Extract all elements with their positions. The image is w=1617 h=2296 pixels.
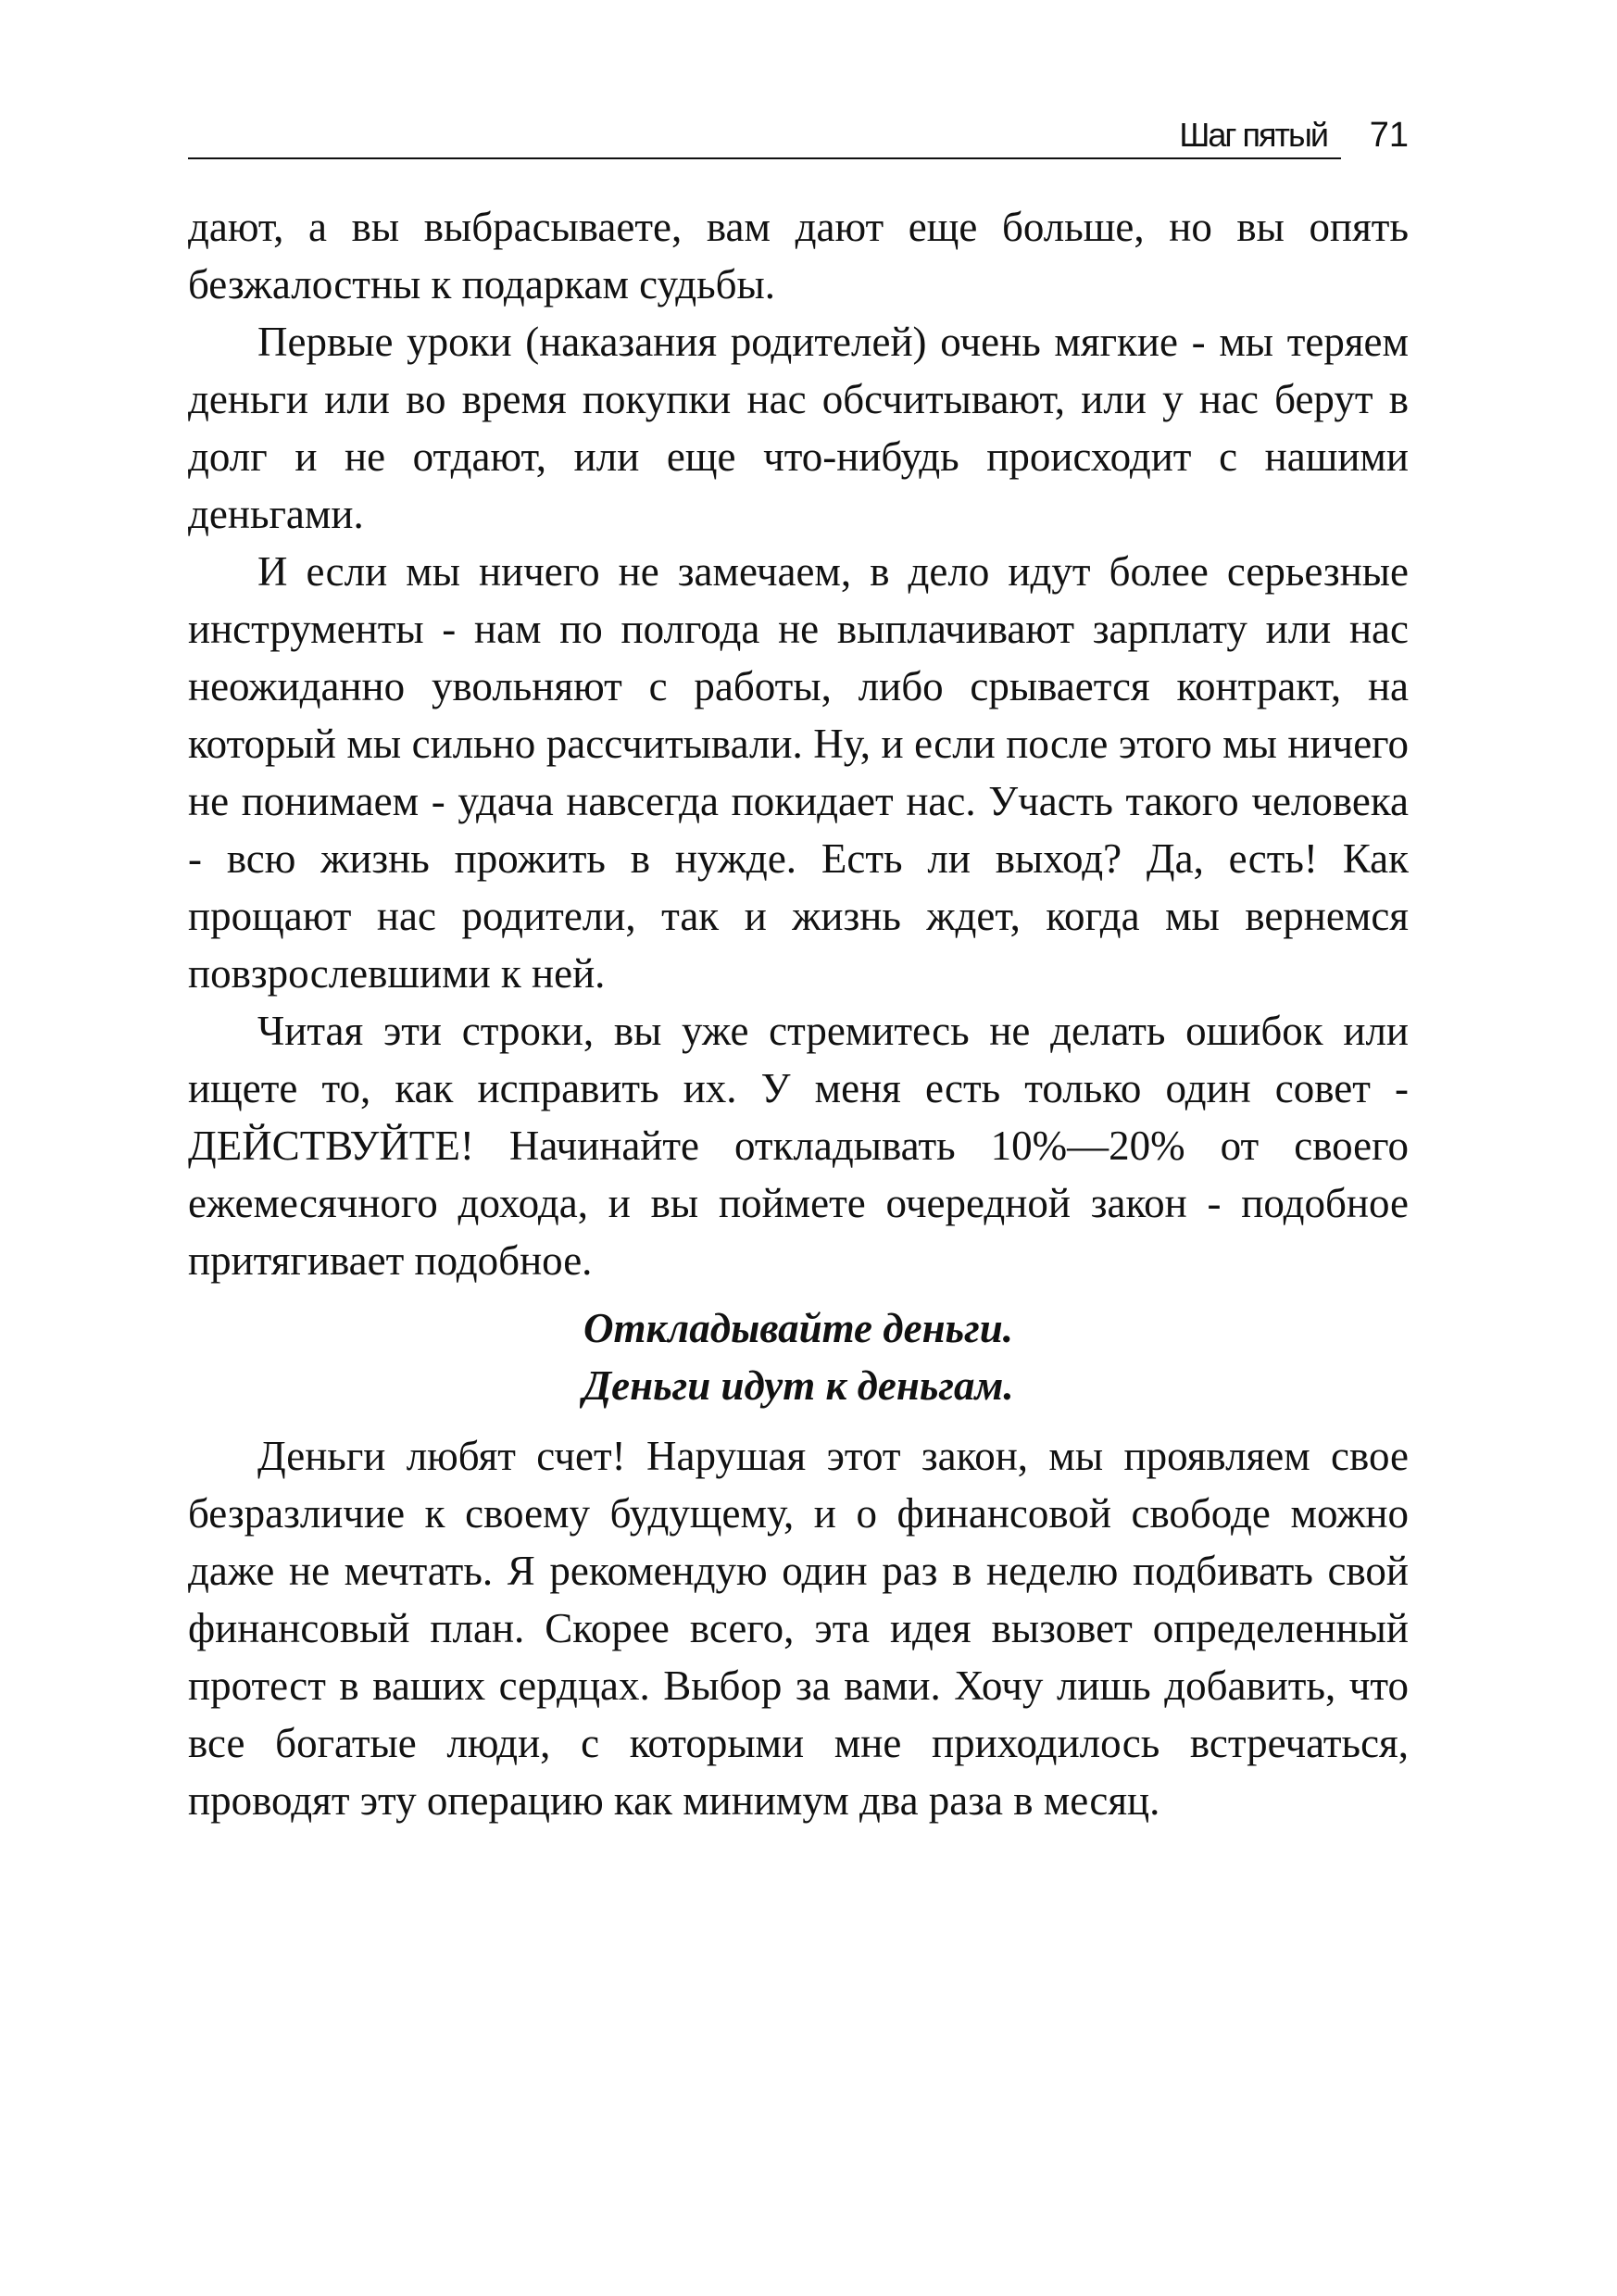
paragraph-continued: дают, а вы выбрасываете, вам дают еще больше, но вы опять безжалостны к подаркам судьбы. [188, 204, 1409, 307]
section-heading-line: Откладывайте деньги. [583, 1305, 1014, 1351]
page-number: 71 [1369, 116, 1409, 155]
paragraph: Читая эти строки, вы уже стремитесь не делать ошибок или ищете то, как исправить их. У меня есть только один совет - ДЕЙСТВУЙТЕ! Начинайте откладывать 10%—20% от своего ежемесячного дохода, и вы поймете очередной закон - подобное притягивает подобное. [188, 1008, 1409, 1284]
body-text [188, 198, 1409, 1829]
section-heading [188, 1299, 1409, 1414]
section-heading-line: Деньги идут к деньгам. [583, 1362, 1014, 1409]
paragraph: И если мы ничего не замечаем, в дело идут более серьезные инструменты - нам по полгода не выплачивают зарплату или нас неожиданно увольняют с работы, либо срывается контракт, на который мы сильно рассчитывали. Ну, и если после этого мы ничего не понимаем - удача навсегда покидает нас. Участь такого человека - всю жизнь прожить в нужде. Есть ли выход? Да, есть! Как прощают нас родители, так и жизнь ждет, когда мы вернемся повзрослевшими к ней. [188, 548, 1409, 997]
paragraph: Первые уроки (наказания родителей) очень мягкие - мы теряем деньги или во время покупки нас обсчитывают, или у нас берут в долг и не отдают, или еще что-нибудь происходит с нашими деньгами. [188, 319, 1409, 537]
paragraph: Деньги любят счет! Нарушая этот закон, мы проявляем свое безразличие к своему будущему, и о финансовой свободе можно даже не мечтать. Я рекомендую один раз в неделю подбивать свой финансовый план. Скорее всего, эта идея вызовет определенный протест в ваших сердцах. Выбор за вами. Хочу лишь добавить, что все богатые люди, с которыми мне приходилось встречаться, проводят эту операцию как минимум два раза в месяц. [188, 1433, 1409, 1824]
header-rule [188, 157, 1341, 159]
chapter-title: Шаг пятый [1179, 116, 1327, 154]
running-head [188, 115, 1409, 161]
